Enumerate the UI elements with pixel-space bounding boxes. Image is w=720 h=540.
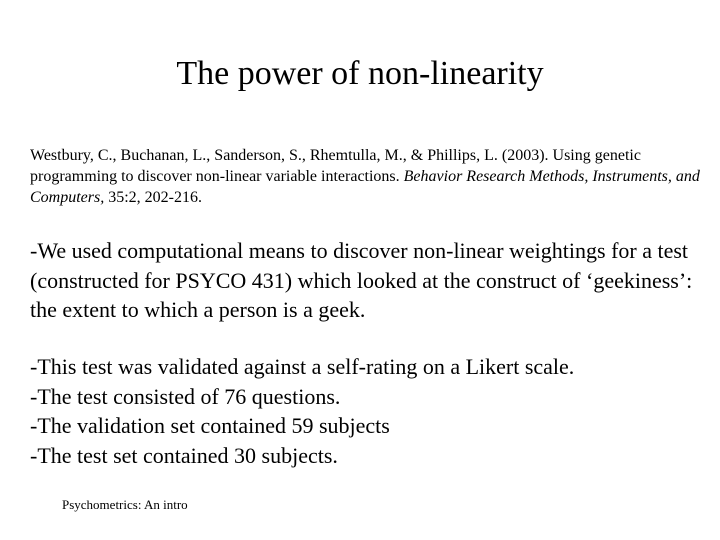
- bullet-item: -This test was validated against a self-rating on a Likert scale.: [30, 354, 575, 379]
- description-paragraph: -We used computational means to discover non-linear weightings for a test (constructed for PSYCO 431) which looked at the construct of ‘geekiness’: the extent to which a person is a geek.: [30, 238, 693, 322]
- citation-journal: Behavior Research Methods, Instruments, and Computers,: [30, 168, 700, 206]
- bullet-item: -The test set contained 30 subjects.: [30, 442, 338, 468]
- bullet-list: [30, 352, 700, 470]
- slide-footer: Psychometrics: An intro: [62, 497, 188, 512]
- citation-volume-pages: 35:2, 202-216.: [104, 189, 203, 206]
- slide-title: The power of non-linearity: [176, 55, 544, 92]
- bullet-item: -The validation set contained 59 subjects: [30, 413, 390, 438]
- citation-authors: Westbury, C., Buchanan, L., Sanderson, S., Rhemtulla, M., & Phillips, L. (2003). Using genetic programming to discover non-linear variable interactions.: [30, 147, 641, 185]
- bullet-item: -The test consisted of 76 questions.: [30, 383, 341, 409]
- citation: [30, 145, 700, 208]
